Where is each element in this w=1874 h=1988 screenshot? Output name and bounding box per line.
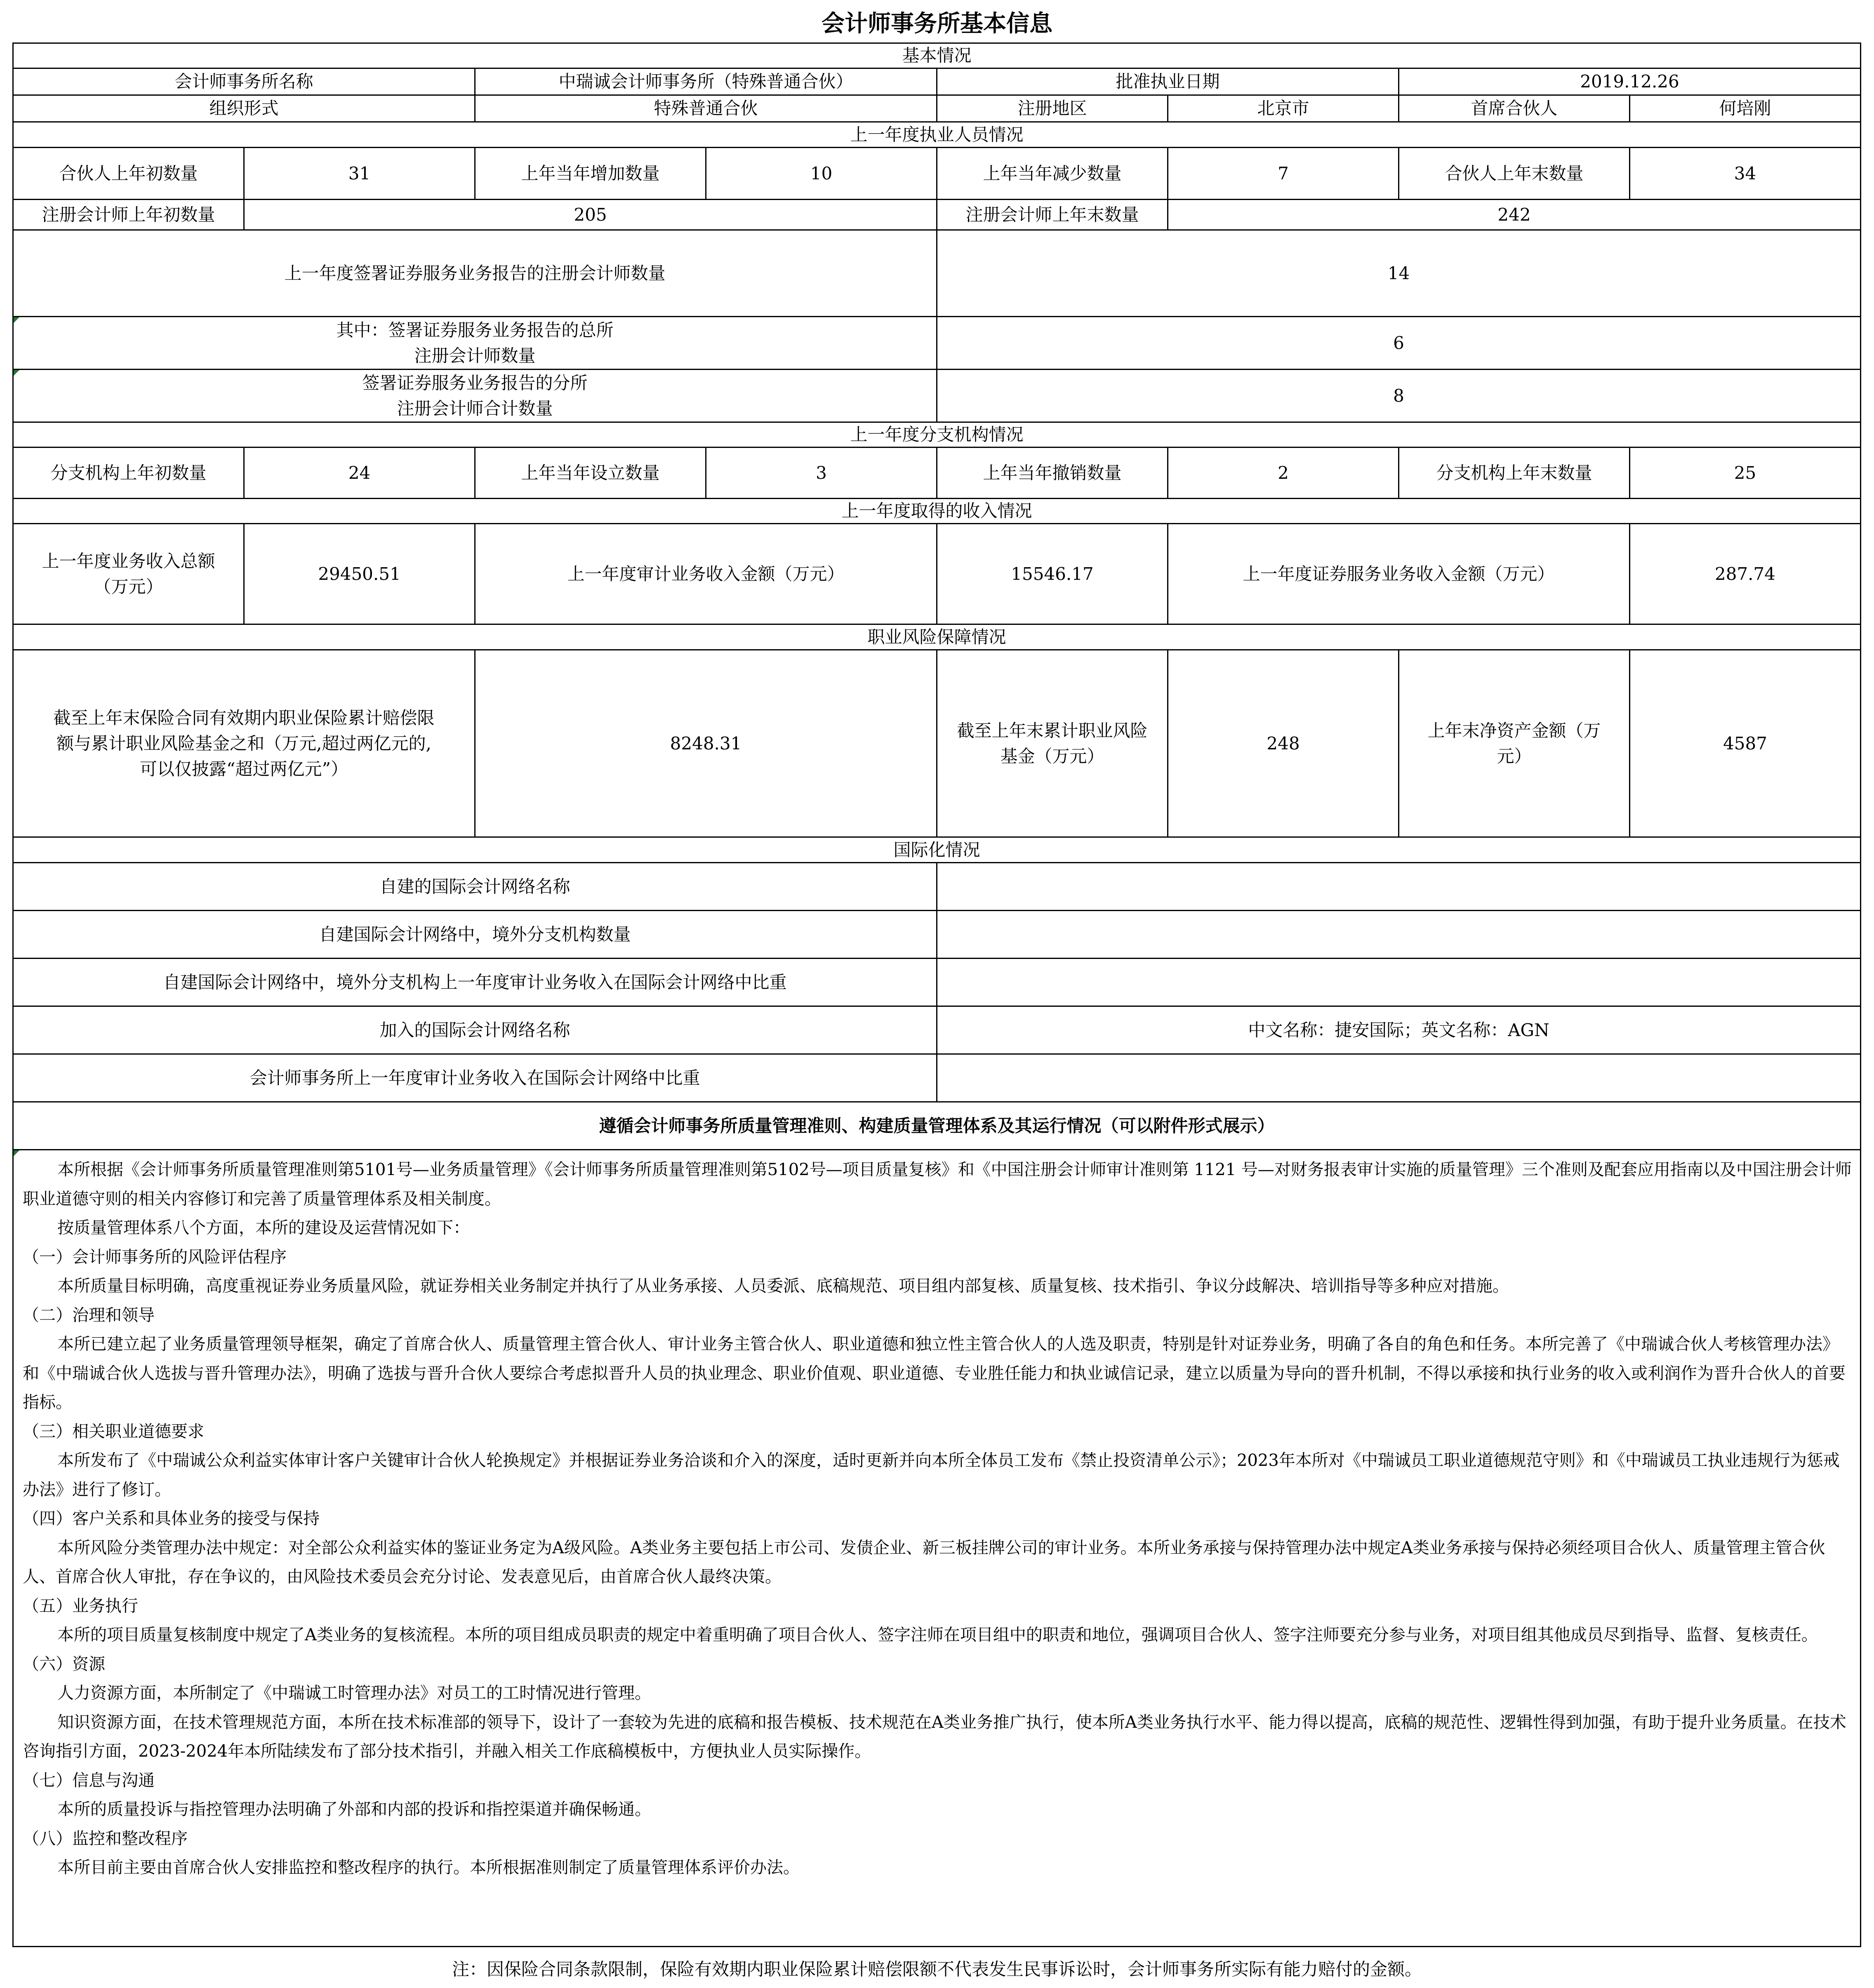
firm-ratio-value: [937, 1054, 1861, 1102]
quality-paragraph: 本所根据《会计师事务所质量管理准则第5101号—业务质量管理》《会计师事务所质量管理准则第5102号—项目质量复核》和《中国注册会计师审计准则第 1121 号—对财务报表审计实施的质量管理》三个准则及配套应用指南以及中国注册会计师职业道德守则的相关内容修订和完善了质量管理体系及相关制度。: [23, 1160, 1852, 1208]
section-quality: 遵循会计师事务所质量管理准则、构建质量管理体系及其运行情况（可以附件形式展示）: [13, 1102, 1861, 1150]
branches-revoked-label: 上年当年撤销数量: [937, 448, 1168, 499]
cpa-begin-label: 注册会计师上年初数量: [13, 200, 244, 230]
firm-name-label: 会计师事务所名称: [13, 68, 475, 95]
income-securities-value: 287.74: [1630, 524, 1861, 624]
firm-name-value: 中瑞诚会计师事务所（特殊普通合伙）: [475, 68, 937, 95]
income-total-value: 29450.51: [244, 524, 475, 624]
risk-fund-label-line-1: 截至上年末累计职业风险: [957, 720, 1148, 741]
section-branches: 上一年度分支机构情况: [13, 422, 1861, 448]
quality-paragraph: 本所的项目质量复核制度中规定了A类业务的复核流程。本所的项目组成员职责的规定中着重明确了项目合伙人、签字注师在项目组中的职责和地位，强调项目合伙人、签字注师要充分参与业务，对项目组其他成员尽到指导、监督、复核责任。: [57, 1625, 1818, 1644]
joined-network-value: 中文名称：捷安国际；英文名称：AGN: [937, 1006, 1861, 1054]
branches-end-label: 分支机构上年末数量: [1399, 448, 1630, 499]
insurance-label-line-1: 截至上年末保险合同有效期内职业保险累计赔偿限: [53, 707, 435, 728]
section-intl: 国际化情况: [13, 837, 1861, 863]
org-form-label: 组织形式: [13, 95, 475, 122]
branches-established-value: 3: [706, 448, 937, 499]
net-assets-label: [1399, 650, 1630, 837]
net-assets-value: 4587: [1630, 650, 1861, 837]
org-form-value: 特殊普通合伙: [475, 95, 937, 122]
net-assets-label-line-1: 上年末净资产金额（万: [1427, 720, 1601, 741]
partners-end-label: 合伙人上年末数量: [1399, 148, 1630, 200]
net-assets-label-line-2: 元）: [1497, 746, 1532, 766]
cpa-begin-value: 205: [244, 200, 937, 230]
page-title: 会计师事务所基本信息: [822, 10, 1052, 37]
insurance-label-line-3: 可以仅披露“超过两亿元”）: [140, 758, 348, 779]
income-total-label: [13, 524, 244, 624]
signing-cpa-value: 14: [937, 230, 1861, 317]
partners-begin-label: 合伙人上年初数量: [13, 148, 244, 200]
approval-date-value: 2019.12.26: [1399, 68, 1861, 95]
footnote: 注：因保险合同条款限制，保险有效期内职业保险累计赔偿限额不代表发生民事诉讼时，会计师事务所实际有能力赔付的金额。: [452, 1959, 1422, 1979]
risk-fund-value: 248: [1168, 650, 1399, 837]
quality-paragraph: 本所发布了《中瑞诚公众利益实体审计客户关键审计合伙人轮换规定》并根据证券业务洽谈和介入的深度，适时更新并向本所全体员工发布《禁止投资清单公示》；2023年本所对《中瑞诚员工职业道德规范守则》和《中瑞诚员工执业违规行为惩戒办法》进行了修订。: [23, 1451, 1840, 1499]
region-label: 注册地区: [937, 95, 1168, 122]
cpa-end-label: 注册会计师上年末数量: [937, 200, 1168, 230]
branches-begin-value: 24: [244, 448, 475, 499]
branches-established-label: 上年当年设立数量: [475, 448, 706, 499]
quality-text: [13, 1150, 1861, 1947]
section-basic: 基本情况: [13, 43, 1861, 68]
quality-heading: （一）会计师事务所的风险评估程序: [23, 1247, 287, 1267]
income-audit-value: 15546.17: [937, 524, 1168, 624]
quality-heading: （七）信息与沟通: [23, 1771, 155, 1790]
overseas-branches-label: 自建国际会计网络中，境外分支机构数量: [13, 911, 937, 959]
chief-partner-value: 何培刚: [1630, 95, 1861, 122]
quality-paragraph: 本所质量目标明确，高度重视证券业务质量风险，就证券相关业务制定并执行了从业务承接、人员委派、底稿规范、项目组内部复核、质量复核、技术指引、争议分歧解决、培训指导等多种应对措施。: [57, 1277, 1509, 1295]
quality-heading: （六）资源: [23, 1654, 105, 1674]
quality-paragraph: 本所风险分类管理办法中规定：对全部公众利益实体的鉴证业务定为A级风险。A类业务主要包括上市公司、发债企业、新三板挂牌公司的审计业务。本所业务承接与保持管理办法中规定A类业务承接与保持必须经项目合伙人、质量管理主管合伙人、首席合伙人审批，存在争议的，由风险技术委员会充分讨论、发表意见后，由首席合伙人最终决策。: [23, 1538, 1825, 1586]
info-table: [12, 42, 1861, 1947]
signing-cpa-label: 上一年度签署证券服务业务报告的注册会计师数量: [13, 230, 937, 317]
income-total-label-line-2: （万元）: [94, 576, 163, 597]
branch-signing-value: 8: [937, 370, 1861, 422]
quality-heading: （五）业务执行: [23, 1596, 138, 1616]
quality-paragraph: 人力资源方面，本所制定了《中瑞诚工时管理办法》对员工的工时情况进行管理。: [57, 1684, 651, 1703]
quality-paragraph: 本所的质量投诉与指控管理办法明确了外部和内部的投诉和指控渠道并确保畅通。: [57, 1800, 651, 1819]
section-staff: 上一年度执业人员情况: [13, 122, 1861, 148]
overseas-ratio-label: 自建国际会计网络中，境外分支机构上一年度审计业务收入在国际会计网络中比重: [13, 959, 937, 1006]
overseas-branches-value: [937, 911, 1861, 959]
hq-signing-value: 6: [937, 317, 1861, 370]
partners-increase-label: 上年当年增加数量: [475, 148, 706, 200]
quality-heading: （八）监控和整改程序: [23, 1829, 188, 1848]
quality-paragraph: 本所已建立起了业务质量管理领导框架，确定了首席合伙人、质量管理主管合伙人、审计业务主管合伙人、职业道德和独立性主管合伙人的人选及职责，特别是针对证券业务，明确了各自的角色和任务。本所完善了《中瑞诚合伙人考核管理办法》和《中瑞诚合伙人选拔与晋升管理办法》，明确了选拔与晋升合伙人要综合考虑拟晋升人员的执业理念、职业价值观、职业道德、专业胜任能力和执业诚信记录，建立以质量为导向的晋升机制，不得以承接和执行业务的收入或利润作为晋升合伙人的首要指标。: [23, 1335, 1846, 1412]
branch-signing-label-line-1: 签署证券服务业务报告的分所: [362, 372, 588, 393]
insurance-label: [13, 650, 475, 837]
risk-fund-label-line-2: 基金（万元）: [1000, 746, 1104, 766]
branch-signing-label: [13, 370, 937, 422]
insurance-label-line-2: 额与累计职业风险基金之和（万元,超过两亿元的,: [57, 733, 431, 754]
branches-end-value: 25: [1630, 448, 1861, 499]
overseas-ratio-value: [937, 959, 1861, 1006]
partners-begin-value: 31: [244, 148, 475, 200]
branches-revoked-value: 2: [1168, 448, 1399, 499]
income-total-label-line-1: 上一年度业务收入总额: [42, 551, 215, 571]
joined-network-label: 加入的国际会计网络名称: [13, 1006, 937, 1054]
quality-heading: （二）治理和领导: [23, 1305, 155, 1325]
quality-heading: （四）客户关系和具体业务的接受与保持: [23, 1509, 320, 1528]
quality-paragraph: 本所目前主要由首席合伙人安排监控和整改程序的执行。本所根据准则制定了质量管理体系评价办法。: [57, 1858, 800, 1877]
partners-decrease-label: 上年当年减少数量: [937, 148, 1168, 200]
risk-fund-label: [937, 650, 1168, 837]
insurance-value: 8248.31: [475, 650, 937, 837]
hq-signing-label: [13, 317, 937, 370]
quality-paragraph: 知识资源方面，在技术管理规范方面，本所在技术标准部的领导下，设计了一套较为先进的底稿和报告模板、技术规范在A类业务推广执行，使本所A类业务执行水平、能力得以提高，底稿的规范性、逻辑性得到加强，有助于提升业务质量。在技术咨询指引方面，2023-2024年本所陆续发布了部分技术指引，并融入相关工作底稿模板中，方便执业人员实际操作。: [23, 1712, 1846, 1761]
own-network-label: 自建的国际会计网络名称: [13, 863, 937, 911]
hq-signing-label-line-1: 其中：签署证券服务业务报告的总所: [336, 320, 614, 340]
partners-increase-value: 10: [706, 148, 937, 200]
region-value: 北京市: [1168, 95, 1399, 122]
chief-partner-label: 首席合伙人: [1399, 95, 1630, 122]
quality-paragraph: 按质量管理体系八个方面，本所的建设及运营情况如下：: [57, 1218, 470, 1237]
cpa-end-value: 242: [1168, 200, 1861, 230]
section-risk: 职业风险保障情况: [13, 624, 1861, 650]
branches-begin-label: 分支机构上年初数量: [13, 448, 244, 499]
hq-signing-label-line-2: 注册会计师数量: [414, 345, 536, 366]
partners-end-value: 34: [1630, 148, 1861, 200]
quality-heading: （三）相关职业道德要求: [23, 1422, 204, 1441]
approval-date-label: 批准执业日期: [937, 68, 1399, 95]
income-audit-label: 上一年度审计业务收入金额（万元）: [475, 524, 937, 624]
section-income: 上一年度取得的收入情况: [13, 499, 1861, 524]
partners-decrease-value: 7: [1168, 148, 1399, 200]
branch-signing-label-line-2: 注册会计师合计数量: [397, 398, 553, 419]
firm-ratio-label: 会计师事务所上一年度审计业务收入在国际会计网络中比重: [13, 1054, 937, 1102]
income-securities-label: 上一年度证券服务业务收入金额（万元）: [1168, 524, 1630, 624]
own-network-value: [937, 863, 1861, 911]
